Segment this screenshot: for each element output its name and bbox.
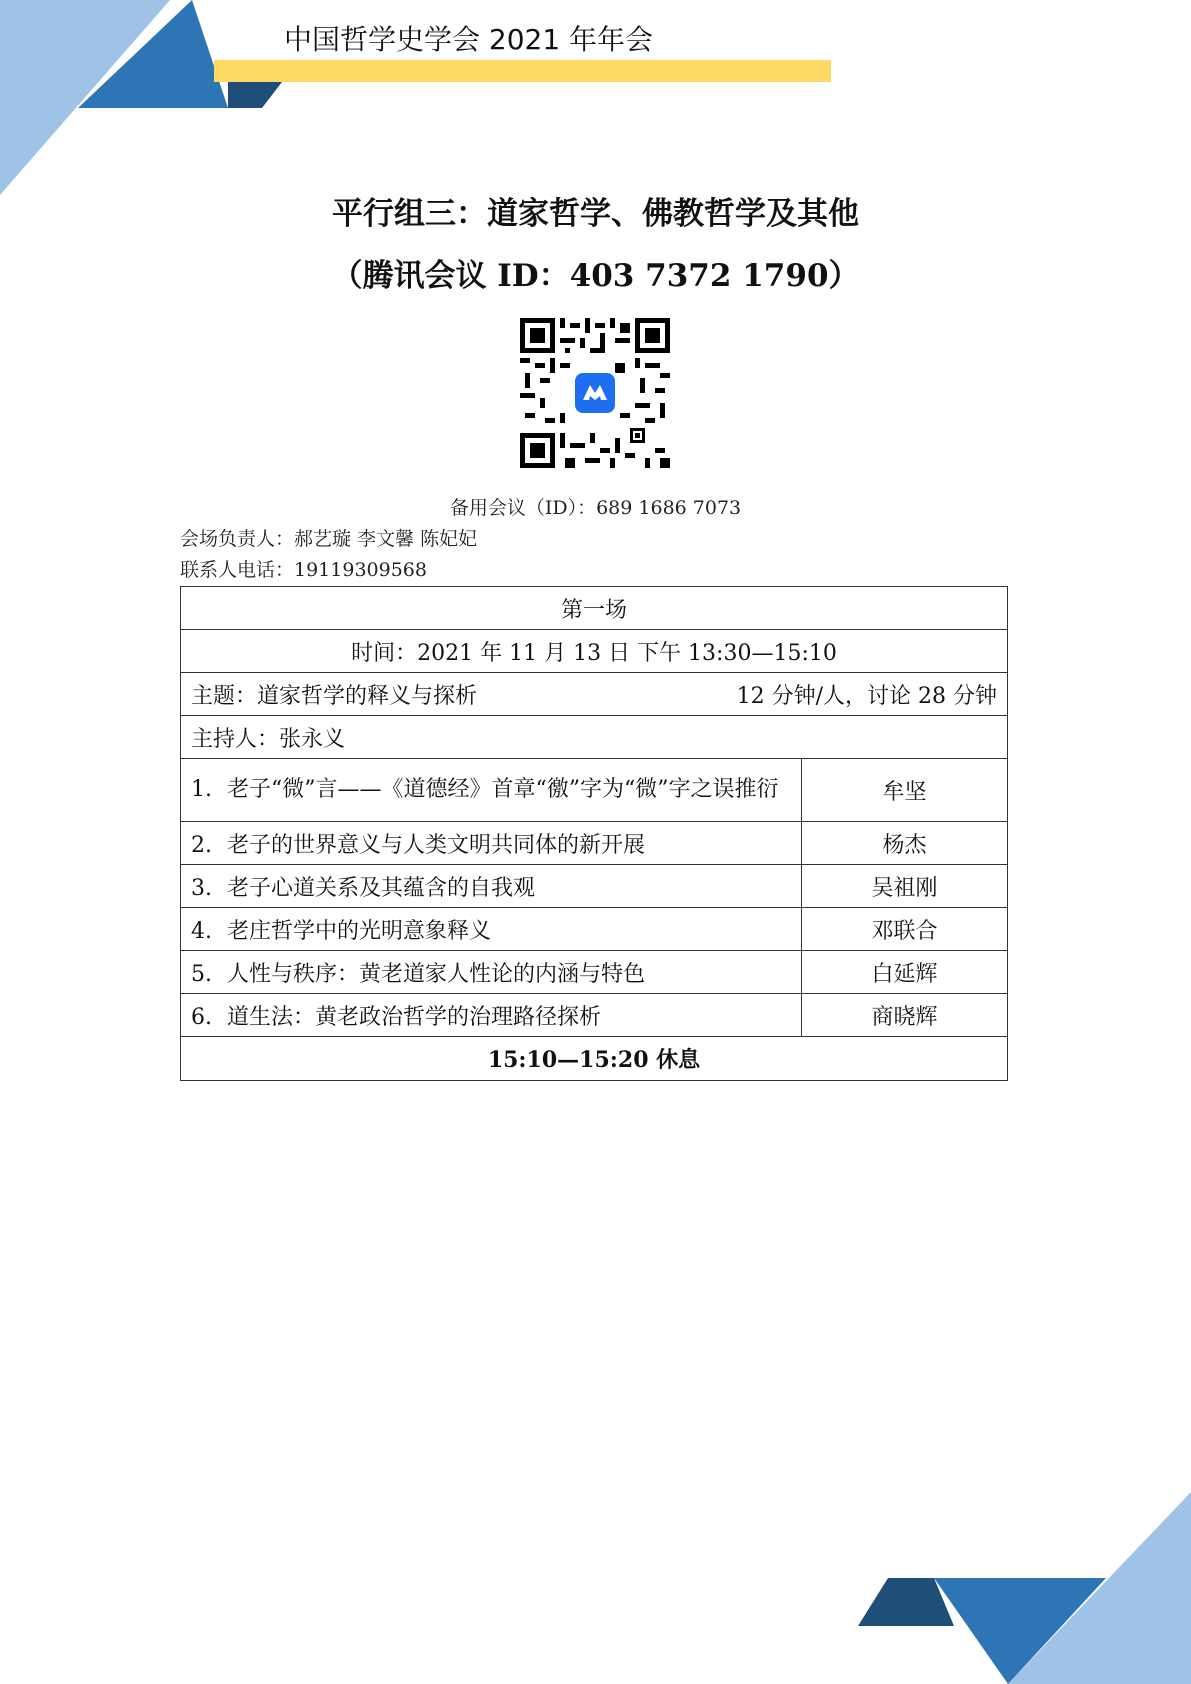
paper-speaker: 白延辉: [802, 951, 1008, 994]
table-row: [181, 994, 1008, 1037]
table-row: [181, 822, 1008, 865]
paper-title-cell: [181, 759, 802, 822]
meeting-qr-code[interactable]: [520, 318, 670, 468]
break-time: 15:10—15:20 休息: [181, 1037, 1008, 1081]
paper-number: 3.: [191, 875, 212, 901]
paper-title: 人性与秩序：黄老道家人性论的内涵与特色: [227, 961, 646, 987]
paper-title-cell: [181, 908, 802, 951]
session-host: 主持人：张永义: [181, 716, 1008, 759]
session-title: 平行组三：道家哲学、佛教哲学及其他: [332, 196, 859, 232]
conference-title: 中国哲学史学会 2021 年年会: [284, 23, 654, 56]
session-time: 时间：2021 年 11 月 13 日 下午 13:30—15:10: [181, 630, 1008, 673]
session-rule: 12 分钟/人，讨论 28 分钟: [736, 683, 997, 709]
session-name: 第一场: [181, 587, 1008, 630]
paper-number: 6.: [191, 1004, 212, 1030]
paper-title: 老庄哲学中的光明意象释义: [227, 918, 492, 944]
paper-speaker: 吴祖刚: [802, 865, 1008, 908]
paper-title: 道生法：黄老政治哲学的治理路径探析: [227, 1004, 602, 1030]
topic-cell: [181, 673, 1008, 716]
schedule-table: [180, 586, 1008, 1081]
paper-title-cell: [181, 994, 802, 1037]
paper-number: 2.: [191, 832, 212, 858]
table-row: [181, 951, 1008, 994]
paper-speaker: 杨杰: [802, 822, 1008, 865]
paper-title-cell: [181, 865, 802, 908]
paper-speaker: 商晓辉: [802, 994, 1008, 1037]
meeting-id-line: （腾讯会议 ID：403 7372 1790）: [331, 258, 860, 294]
paper-title-cell: [181, 822, 802, 865]
header-yellow-bar: [214, 60, 831, 82]
table-row: [181, 865, 1008, 908]
paper-title: 老子“微”言——《道德经》首章“徼”字为“微”字之误推衍: [227, 777, 779, 802]
paper-speaker: 牟坚: [802, 759, 1008, 822]
paper-number: 5.: [191, 961, 212, 987]
top-left-dark-shape: [228, 82, 282, 108]
backup-meeting-id: 备用会议（ID）：689 1686 7073: [449, 497, 742, 519]
paper-title: 老子的世界意义与人类文明共同体的新开展: [227, 832, 646, 858]
paper-number: 1.: [191, 777, 212, 802]
paper-title: 老子心道关系及其蕴含的自我观: [227, 875, 536, 901]
session-topic: 主题：道家哲学的释义与探析: [191, 683, 478, 709]
paper-title-cell: [181, 951, 802, 994]
paper-speaker: 邓联合: [802, 908, 1008, 951]
contact-phone: 联系人电话：19119309568: [180, 559, 427, 581]
table-row: [181, 759, 1008, 822]
paper-number: 4.: [191, 918, 212, 944]
table-row: [181, 908, 1008, 951]
venue-leads: 会场负责人：郝艺璇 李文馨 陈妃妃: [180, 528, 478, 550]
